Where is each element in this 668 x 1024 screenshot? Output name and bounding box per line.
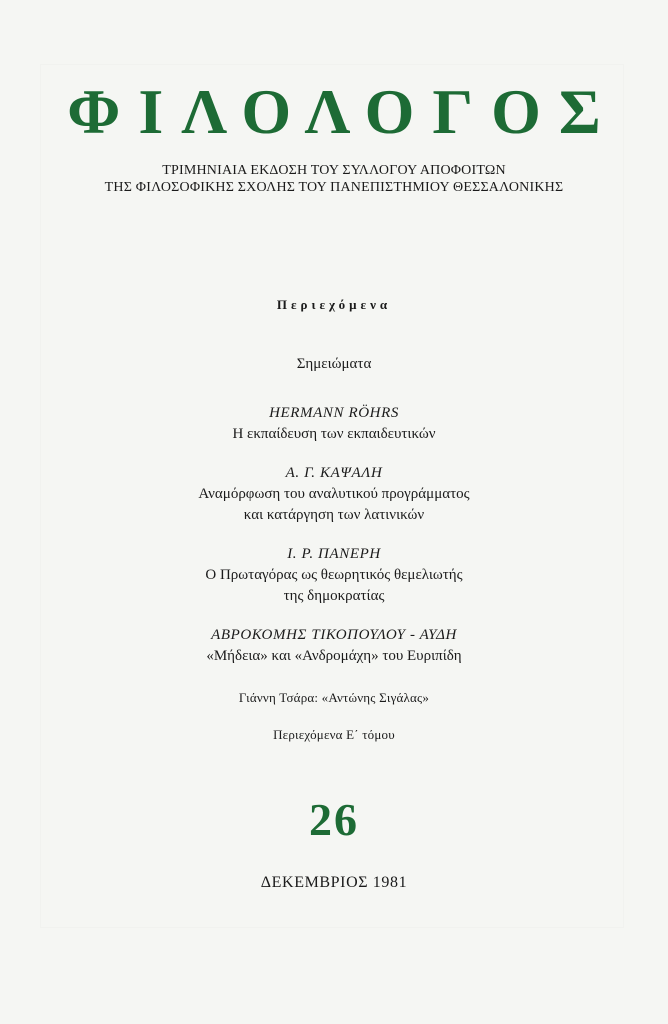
toc-article-author: ΑΒΡΟΚΟΜΗΣ ΤΙΚΟΠΟΥΛΟΥ - ΑΥΔΗ bbox=[211, 627, 457, 643]
journal-title: ΦΙΛΟΛΟΓΟΣ bbox=[67, 76, 619, 147]
toc-notes-label: Σημειώματα bbox=[296, 356, 372, 372]
toc-article-title: Ο Πρωταγόρας ως θεωρητικός θεμελιωτής bbox=[205, 567, 463, 583]
toc-article bbox=[0, 625, 668, 667]
toc-article-author: Α. Γ. ΚΑΨΑΛΗ bbox=[285, 465, 383, 481]
issue-number: 26 bbox=[309, 794, 359, 845]
toc-notes bbox=[0, 354, 668, 375]
toc-article bbox=[0, 463, 668, 526]
journal-subtitle bbox=[0, 162, 668, 196]
toc-article-title-continued: και κατάργηση των λατινικών bbox=[243, 507, 425, 523]
subtitle-line-2: ΤΗΣ ΦΙΛΟΣΟΦΙΚΗΣ ΣΧΟΛΗΣ ΤΟΥ ΠΑΝΕΠΙΣΤΗΜΙΟΥ ΘΕΣΣΑΛΟΝΙΚΗΣ bbox=[104, 180, 564, 195]
toc-article-title: «Μήδεια» και «Ανδρομάχη» του Ευριπίδη bbox=[206, 648, 462, 664]
toc-article bbox=[0, 544, 668, 607]
toc-review-label: Γιάννη Τσάρα: «Αντώνης Σιγάλας» bbox=[238, 690, 430, 705]
toc-article bbox=[0, 403, 668, 445]
toc-article-title-continued: της δημοκρατίας bbox=[283, 588, 385, 604]
toc-article-title: Αναμόρφωση του αναλυτικού προγράμματος bbox=[198, 486, 470, 502]
issue-date: ΔΕΚΕΜΒΡΙΟΣ 1981 bbox=[260, 874, 408, 891]
toc-article-author: Ι. Ρ. ΠΑΝΕΡΗ bbox=[287, 546, 381, 562]
contents-heading: Περιεχόμενα bbox=[276, 297, 392, 312]
subtitle-line-1: ΤΡΙΜΗΝΙΑΙΑ ΕΚΔΟΣΗ ΤΟΥ ΣΥΛΛΟΓΟΥ ΑΠΟΦΟΙΤΩΝ bbox=[162, 163, 506, 178]
toc-volume-index-label: Περιεχόμενα Ε΄ τόμου bbox=[273, 727, 395, 742]
toc-article-author: HERMANN RÖHRS bbox=[269, 405, 399, 421]
table-of-contents bbox=[0, 354, 668, 745]
toc-review bbox=[0, 687, 668, 708]
toc-volume-index bbox=[0, 724, 668, 745]
toc-article-title: Η εκπαίδευση των εκπαιδευτικών bbox=[232, 426, 436, 442]
